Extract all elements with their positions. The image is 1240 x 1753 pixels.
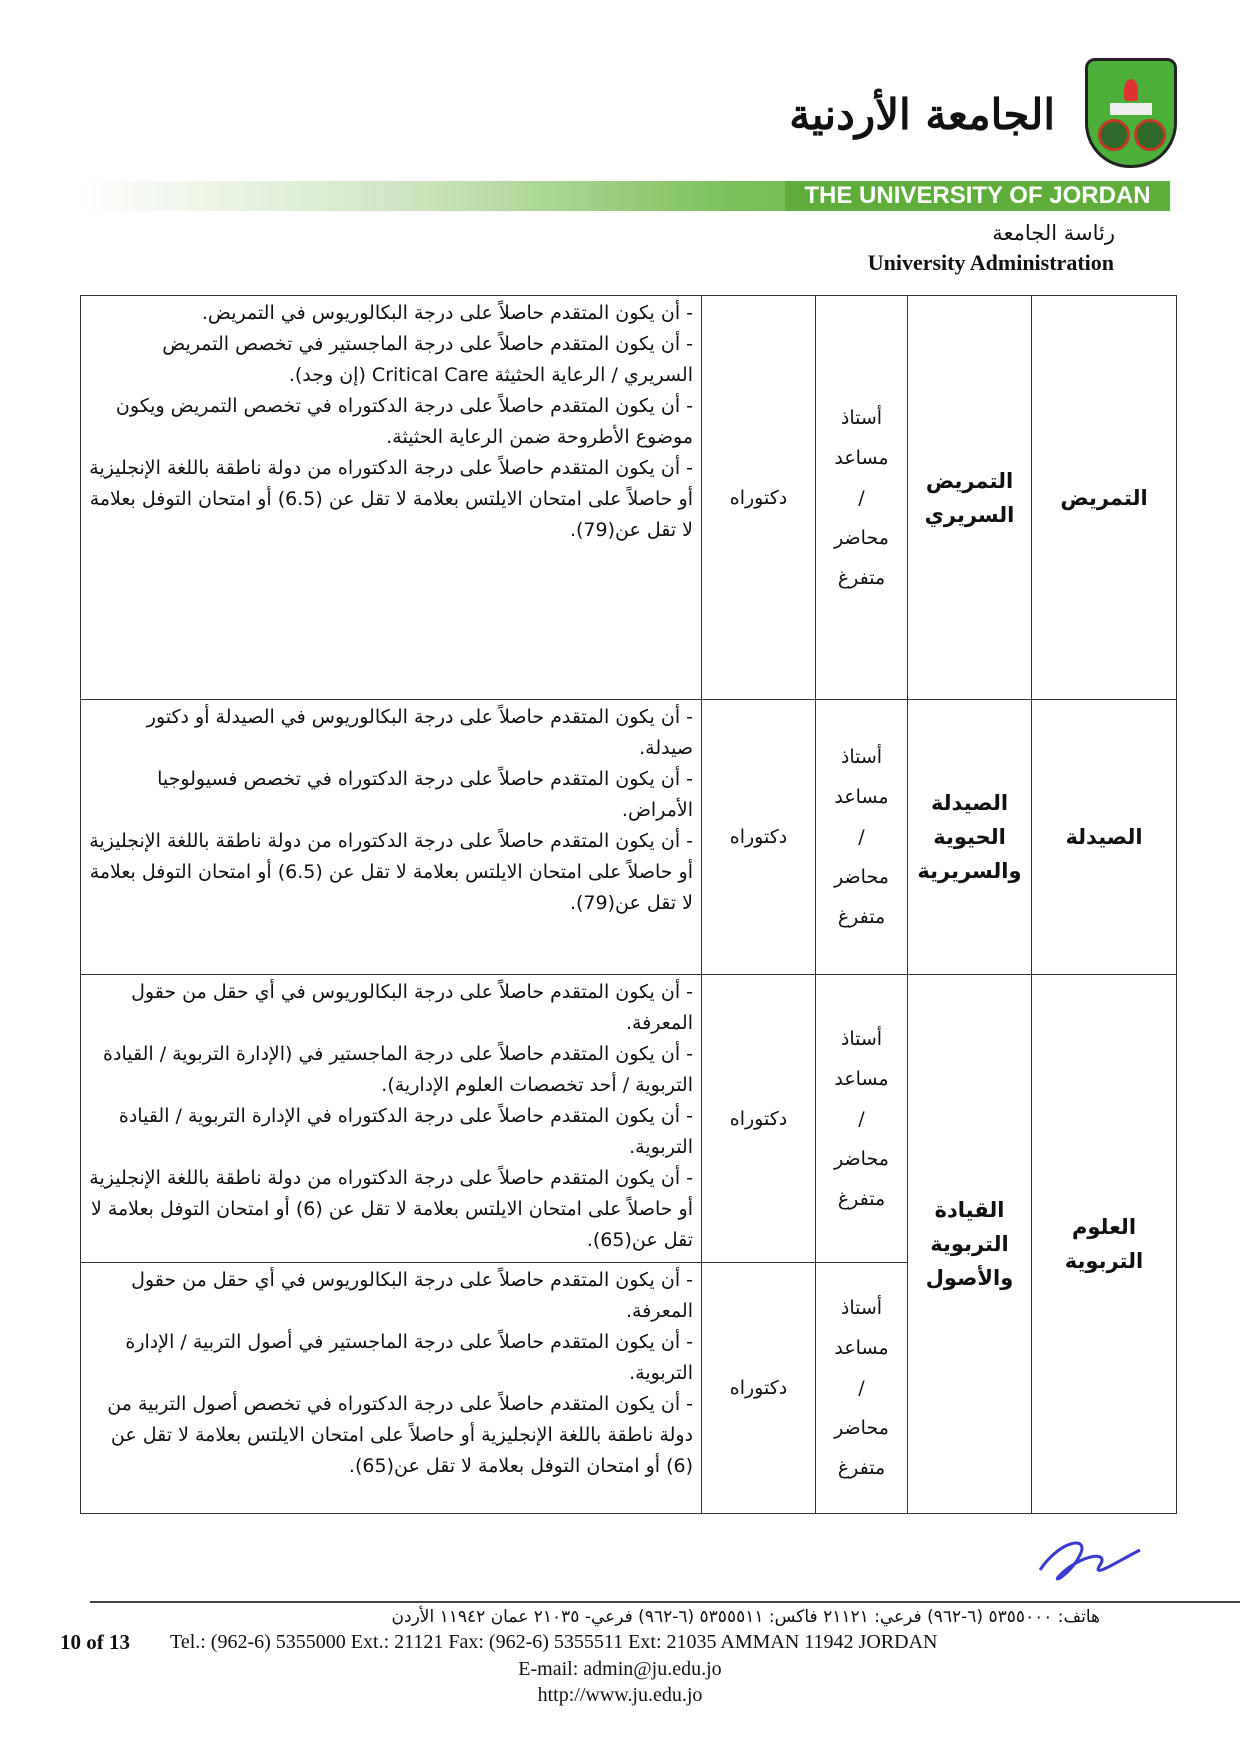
requirements-cell: - أن يكون المتقدم حاصلاً على درجة البكالوريوس في الصيدلة أو دكتور صيدلة. - أن يكون المتقدم حاصلاً على درجة الدكتوراه في تخصص فسيولوجيا الأمراض. - أن يكون المتقدم حاصلاً على درجة الدكتوراه من دولة ناطقة باللغة الإنجليزية أو حاصلاً على امتحان الايلتس بعلامة لا تقل عن (6.5) أو امتحان التوفل بعلامة لا تقل عن(79). [81, 700, 702, 975]
contact-arabic: هاتف: ٥٣٥٥٠٠٠ (٦-٩٦٢) فرعي: ٢١١٢١ فاكس: ٥٣٥٥٥١١ (٦-٩٦٢) فرعي- ٢١٠٣٥ عمان ١١٩٤٢ الأردن [391, 1607, 1100, 1627]
signature [1030, 1530, 1150, 1590]
table-row [81, 975, 1177, 1263]
university-name-en: THE UNIVERSITY OF JORDAN [785, 181, 1170, 211]
header-band [80, 181, 1170, 211]
department-cell: الصيدلة [1032, 700, 1177, 975]
table-row [81, 700, 1177, 975]
presidency-ar: رئاسة الجامعة [992, 221, 1115, 245]
department-cell: العلوم التربوية [1032, 975, 1177, 1514]
table-row [81, 296, 1177, 700]
university-logo-arabic: الجامعة الأردنية [789, 90, 1055, 139]
website: http://www.ju.edu.jo [537, 1684, 703, 1706]
rank-cell: أستاذ مساعد / محاضر متفرغ [816, 296, 908, 700]
degree-cell: دكتوراه [702, 975, 816, 1263]
requirements-cell: - أن يكون المتقدم حاصلاً على درجة البكالوريوس في أي حقل من حقول المعرفة. - أن يكون المتقدم حاصلاً على درجة الماجستير في أصول التربية / الإدارة التربوية. - أن يكون المتقدم حاصلاً على درجة الدكتوراه في تخصص أصول التربية من دولة ناطقة باللغة الإنجليزية أو حاصلاً على امتحان الايلتس بعلامة لا تقل عن (6) أو امتحان التوفل بعلامة لا تقل عن(65). [81, 1263, 702, 1514]
rank-cell: أستاذ مساعد / محاضر متفرغ [816, 700, 908, 975]
specialization-cell: القيادة التربوية والأصول [908, 975, 1032, 1514]
page-number: 10 of 13 [60, 1630, 130, 1654]
positions-table [80, 295, 1177, 1514]
contact-english: Tel.: (962-6) 5355000 Ext.: 21121 Fax: (962-6) 5355511 Ext: 21035 AMMAN 11942 JORDAN [170, 1631, 938, 1653]
administration-en: University Administration [867, 250, 1114, 275]
specialization-cell: الصيدلة الحيوية والسريرية [908, 700, 1032, 975]
requirements-cell: - أن يكون المتقدم حاصلاً على درجة البكالوريوس في التمريض. - أن يكون المتقدم حاصلاً على درجة الماجستير في تخصص التمريض السريري / الرعاية الحثيثة Critical Care (إن وجد). - أن يكون المتقدم حاصلاً على درجة الدكتوراه في تخصص التمريض ويكون موضوع الأطروحة ضمن الرعاية الحثيثة. - أن يكون المتقدم حاصلاً على درجة الدكتوراه من دولة ناطقة باللغة الإنجليزية أو حاصلاً على امتحان الايلتس بعلامة لا تقل عن (6.5) أو امتحان التوفل بعلامة لا تقل عن(79). [81, 296, 702, 700]
footer-divider [90, 1601, 1240, 1603]
degree-cell: دكتوراه [702, 1263, 816, 1514]
department-cell: التمريض [1032, 296, 1177, 700]
email: E-mail: admin@ju.edu.jo [518, 1658, 722, 1680]
rank-cell: أستاذ مساعد / محاضر متفرغ [816, 975, 908, 1263]
university-crest-icon [1085, 58, 1177, 168]
specialization-cell: التمريض السريري [908, 296, 1032, 700]
degree-cell: دكتوراه [702, 700, 816, 975]
degree-cell: دكتوراه [702, 296, 816, 700]
rank-cell: أستاذ مساعد / محاضر متفرغ [816, 1263, 908, 1514]
requirements-cell: - أن يكون المتقدم حاصلاً على درجة البكالوريوس في أي حقل من حقول المعرفة. - أن يكون المتقدم حاصلاً على درجة الماجستير في (الإدارة التربوية / القيادة التربوية / أحد تخصصات العلوم الإدارية). - أن يكون المتقدم حاصلاً على درجة الدكتوراه في الإدارة التربوية / القيادة التربوية. - أن يكون المتقدم حاصلاً على درجة الدكتوراه من دولة ناطقة باللغة الإنجليزية أو حاصلاً على امتحان الايلتس بعلامة لا تقل عن (6) أو امتحان التوفل بعلامة لا تقل عن(65). [81, 975, 702, 1263]
